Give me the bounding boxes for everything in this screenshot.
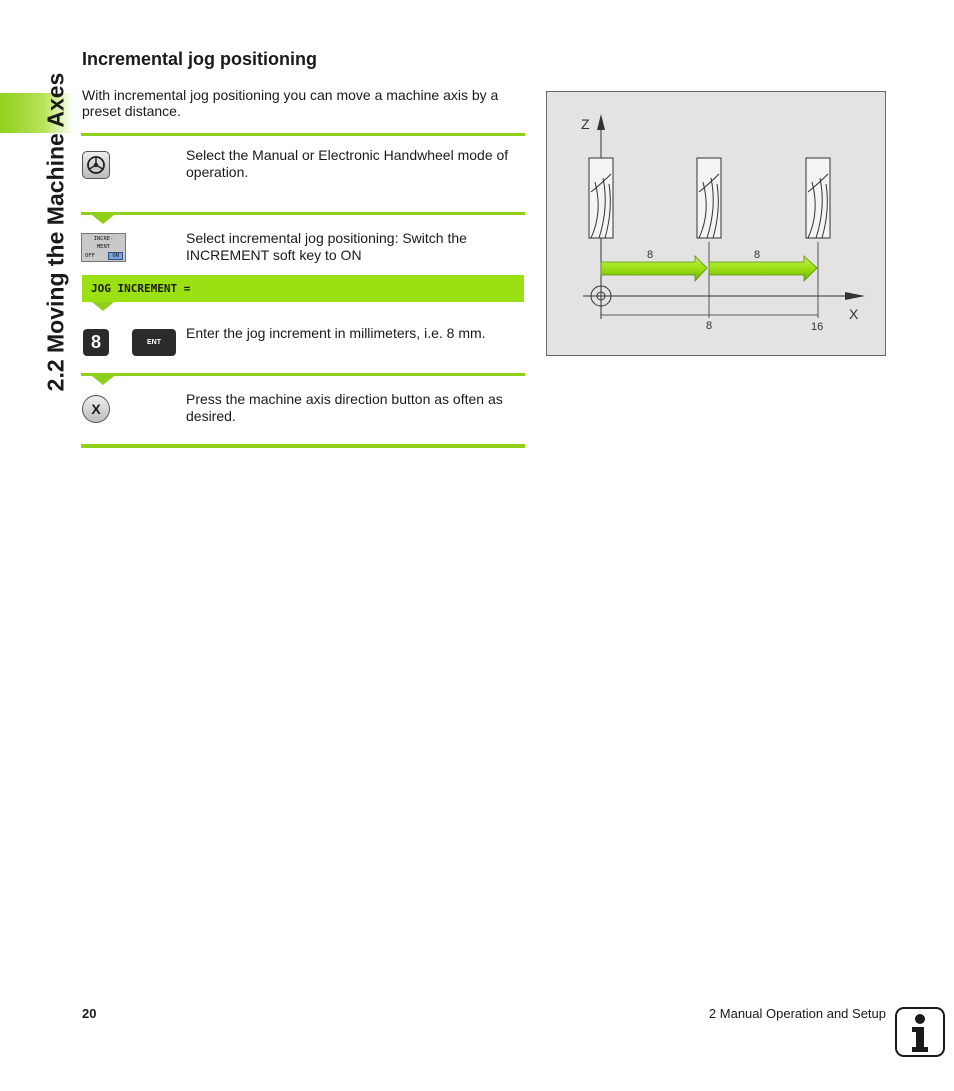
x-axis-label: X <box>849 306 859 322</box>
page-number: 20 <box>82 1006 97 1021</box>
step-arrow-icon <box>92 215 114 224</box>
digit-8-key[interactable]: 8 <box>83 329 109 356</box>
softkey-label: INCRE- MENT <box>93 236 114 250</box>
position-label-8: 8 <box>706 320 713 332</box>
softkey-off-label: OFF <box>85 253 95 259</box>
increment-softkey[interactable] <box>81 233 126 262</box>
position-label-16: 16 <box>811 321 824 333</box>
chapter-side-title: 2.2 Moving the Machine Axes <box>42 72 69 392</box>
info-icon <box>895 1007 945 1057</box>
end-mill-tool-1 <box>589 158 613 238</box>
footer-chapter: 2 Manual Operation and Setup <box>708 1006 886 1021</box>
z-axis-label: Z <box>581 116 590 132</box>
step-divider <box>81 212 525 215</box>
diagram-canvas <box>547 92 887 357</box>
enter-key[interactable]: ENT <box>132 329 176 356</box>
step-arrow-icon <box>92 376 114 385</box>
x-axis-direction-key[interactable]: X <box>82 395 110 423</box>
softkey-on-label: ON <box>108 252 123 260</box>
dialog-prompt-text: JOG INCREMENT = <box>91 282 191 295</box>
step-divider <box>81 373 525 376</box>
z-axis-arrowhead <box>597 114 605 130</box>
handwheel-icon <box>86 155 106 175</box>
section-end-divider <box>81 444 525 448</box>
increment-arrow-2 <box>709 256 817 281</box>
handwheel-mode-key[interactable] <box>82 151 110 179</box>
section-heading: Incremental jog positioning <box>82 49 318 69</box>
step-arrow-icon <box>92 302 114 311</box>
step-4-text: Press the machine axis direction button as often as desired. <box>186 391 503 424</box>
increment-label-1: 8 <box>647 249 654 261</box>
step-1-text: Select the Manual or Electronic Handwheel mode of operation. <box>186 147 509 180</box>
step-divider <box>81 133 525 136</box>
end-mill-tool-3 <box>806 158 830 238</box>
jog-positioning-diagram <box>546 91 886 356</box>
end-mill-tool-2 <box>697 158 721 238</box>
increment-label-2: 8 <box>754 249 761 261</box>
dialog-prompt-bar <box>82 275 524 302</box>
intro-paragraph: With incremental jog positioning you can move a machine axis by a preset distance. <box>82 87 499 119</box>
step-3-text: Enter the jog increment in millimeters, i.e. 8 mm. <box>186 325 486 341</box>
x-axis-arrowhead <box>845 292 865 300</box>
increment-arrow-1 <box>601 256 707 281</box>
step-2-text: Select incremental jog positioning: Switch the INCREMENT soft key to ON <box>186 230 467 263</box>
